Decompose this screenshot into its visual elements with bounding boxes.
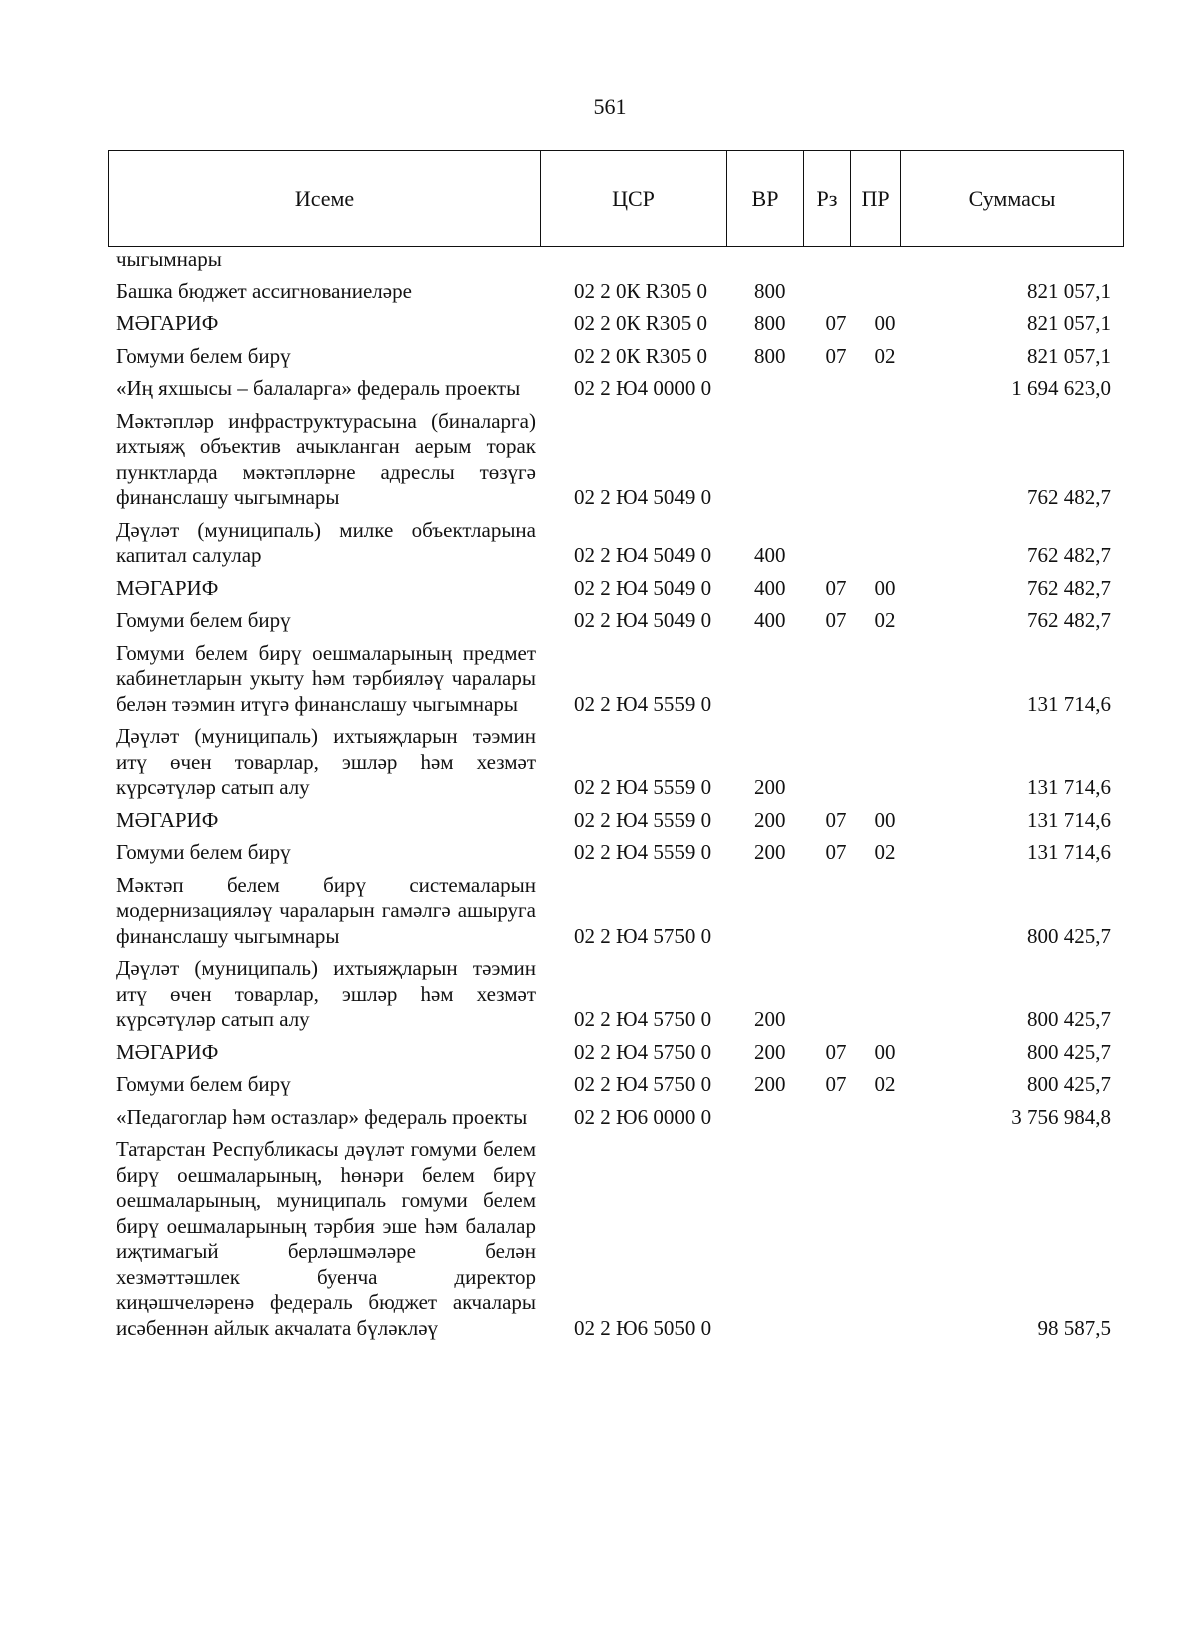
row-name: Гомуми белем бирү оешмаларының предмет кабинетларын укыту һәм тәрбияләү чаралары белән тәэмин итүгә финанслашу чыгымнары (116, 640, 536, 716)
row-rz: 07 (825, 1072, 847, 1096)
row-csr: 02 2 Ю4 5750 0 (574, 1072, 712, 1096)
row-vr: 800 (754, 311, 786, 335)
table-row (108, 840, 1123, 866)
row-csr: 02 2 Ю4 5559 0 (574, 691, 712, 716)
row-name: Гомуми белем бирү (116, 840, 291, 864)
header-csr: ЦСР (541, 151, 727, 247)
row-csr: 02 2 0К R305 0 (574, 278, 708, 303)
row-sum: 98 587,5 (1037, 1315, 1111, 1340)
row-vr: 200 (754, 1072, 786, 1096)
table-header (108, 150, 1124, 247)
row-rz: 07 (825, 575, 847, 600)
row-csr: 02 2 Ю4 5750 0 (574, 1039, 712, 1064)
row-sum: 131 714,6 (1027, 775, 1111, 799)
row-vr: 800 (754, 278, 786, 303)
table-row (108, 376, 1123, 402)
table-row (108, 873, 1123, 950)
row-name: МӘГАРИФ (116, 311, 219, 335)
row-name: Башка бюджет ассигнованиеләре (116, 278, 412, 303)
row-name: Дәүләт (муниципаль) ихтыяҗларын тәэмин итү өчен товарлар, эшләр һәм хезмәт күрсәтүләр сатып алу (116, 724, 536, 799)
row-name: «Педагоглар һәм остазлар» федераль проекты (116, 1104, 528, 1129)
row-csr: 02 2 0К R305 0 (574, 343, 708, 368)
page-number: 561 (593, 94, 627, 119)
table-row (108, 1040, 1123, 1066)
row-pr: 02 (874, 608, 896, 632)
row-rz: 07 (825, 343, 847, 368)
row-csr: 02 2 Ю4 5559 0 (574, 775, 712, 799)
row-name: Мәктәпләр инфраструктурасына (биналарга) ихтыяҗ объектив ачыкланган аерым торак пунктларда мәктәпләрне адреслы төзүгә финанслашу чыгымнары (116, 408, 536, 509)
row-csr: 02 2 Ю4 5049 0 (574, 608, 712, 632)
table-row (108, 641, 1123, 718)
row-name: Гомуми белем бирү (116, 343, 291, 368)
row-sum: 762 482,7 (1027, 543, 1111, 567)
row-sum: 1 694 623,0 (1011, 376, 1111, 400)
row-name: чыгымнары (116, 247, 222, 271)
table-row (108, 247, 1123, 273)
row-vr: 200 (754, 1039, 786, 1064)
row-sum: 3 756 984,8 (1011, 1104, 1111, 1129)
row-vr: 400 (754, 575, 786, 600)
row-sum: 800 425,7 (1027, 923, 1111, 948)
table-row (108, 1105, 1123, 1131)
row-vr: 200 (754, 840, 786, 864)
header-vr: ВР (727, 151, 804, 247)
row-name: «Иң яхшысы – балаларга» федераль проекты (116, 376, 521, 400)
table-row (108, 1072, 1123, 1098)
table-row (108, 518, 1123, 569)
row-csr: 02 2 Ю4 5559 0 (574, 807, 712, 832)
row-csr: 02 2 Ю4 5049 0 (574, 575, 712, 600)
row-sum: 800 425,7 (1027, 1007, 1111, 1031)
row-name: МӘГАРИФ (116, 807, 219, 832)
row-vr: 400 (754, 543, 786, 567)
table-row (108, 576, 1123, 602)
row-pr: 02 (874, 840, 896, 864)
row-rz: 07 (825, 311, 847, 335)
row-vr: 200 (754, 1007, 786, 1031)
row-csr: 02 2 Ю4 5049 0 (574, 543, 712, 567)
row-sum: 762 482,7 (1027, 608, 1111, 632)
row-name: Гомуми белем бирү (116, 608, 291, 632)
row-name: МӘГАРИФ (116, 575, 219, 600)
row-name: Мәктәп белем бирү системаларын модернизацияләү чараларын гамәлгә ашыруга финанслашу чыгымнары (116, 872, 536, 948)
row-pr: 00 (874, 1039, 896, 1064)
row-name: Татарстан Республикасы дәүләт гомуми белем бирү оешмаларының, һөнәри белем бирү оешмаларының, муниципаль гомуми белем бирү оешмаларының тәрбия эше һәм балалар иҗтимагый берләшмәләре белән хезмәттәшлек буенча директор киңәшчеләренә федераль бюджет акчалары исәбеннән айлык акчалата бүләкләү (116, 1137, 536, 1340)
table-row (108, 1137, 1123, 1341)
row-csr: 02 2 0К R305 0 (574, 311, 708, 335)
table-row (108, 608, 1123, 634)
row-csr: 02 2 Ю6 5050 0 (574, 1315, 712, 1340)
row-pr: 02 (874, 1072, 896, 1096)
header-pr: ПР (851, 151, 901, 247)
table-row (108, 409, 1123, 511)
header-name: Исеме (109, 151, 541, 247)
table-row (108, 344, 1123, 370)
row-csr: 02 2 Ю4 5049 0 (574, 485, 712, 509)
table-row (108, 279, 1123, 305)
row-vr: 200 (754, 775, 786, 799)
row-sum: 131 714,6 (1027, 840, 1111, 864)
row-csr: 02 2 Ю4 5750 0 (574, 1007, 712, 1031)
row-pr: 02 (874, 343, 896, 368)
row-pr: 00 (874, 311, 896, 335)
row-sum: 762 482,7 (1027, 485, 1111, 509)
header-rz: Рз (804, 151, 851, 247)
row-name: Дәүләт (муниципаль) милке объектларына капитал салулар (116, 517, 536, 567)
row-name: Дәүләт (муниципаль) ихтыяҗларын тәэмин итү өчен товарлар, эшләр һәм хезмәт күрсәтүләр сатып алу (116, 956, 536, 1031)
table-body (108, 247, 1123, 1348)
row-rz: 07 (825, 840, 847, 864)
row-sum: 131 714,6 (1027, 807, 1111, 832)
row-sum: 821 057,1 (1027, 343, 1111, 368)
row-sum: 821 057,1 (1027, 311, 1111, 335)
row-vr: 400 (754, 608, 786, 632)
row-sum: 762 482,7 (1027, 575, 1111, 600)
row-sum: 821 057,1 (1027, 278, 1111, 303)
table-row (108, 724, 1123, 801)
row-csr: 02 2 Ю4 0000 0 (574, 376, 712, 400)
table-row (108, 311, 1123, 337)
header-sum: Суммасы (901, 151, 1124, 247)
table-row (108, 956, 1123, 1033)
row-rz: 07 (825, 608, 847, 632)
row-sum: 800 425,7 (1027, 1039, 1111, 1064)
row-rz: 07 (825, 807, 847, 832)
row-rz: 07 (825, 1039, 847, 1064)
row-sum: 800 425,7 (1027, 1072, 1111, 1096)
row-sum: 131 714,6 (1027, 691, 1111, 716)
row-name: Гомуми белем бирү (116, 1072, 291, 1096)
row-csr: 02 2 Ю4 5559 0 (574, 840, 712, 864)
row-csr: 02 2 Ю4 5750 0 (574, 923, 712, 948)
row-pr: 00 (874, 807, 896, 832)
row-name: МӘГАРИФ (116, 1039, 219, 1064)
table-row (108, 808, 1123, 834)
row-vr: 800 (754, 343, 786, 368)
row-pr: 00 (874, 575, 896, 600)
row-csr: 02 2 Ю6 0000 0 (574, 1104, 712, 1129)
row-vr: 200 (754, 807, 786, 832)
